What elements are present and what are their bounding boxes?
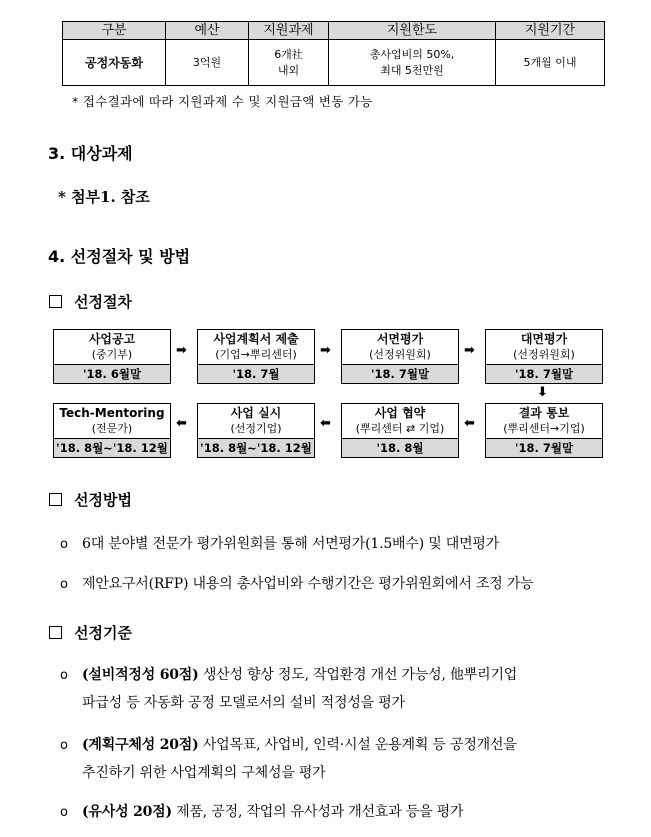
arrow-right-icon: ➡ — [464, 343, 475, 358]
arrow-right-icon: ➡ — [320, 343, 331, 358]
criteria-label: (설비적정성 60점) — [82, 667, 199, 683]
step-actor: (기업→뿌리센터) — [215, 348, 297, 361]
process-step — [53, 329, 171, 384]
method-item — [60, 573, 534, 593]
step-date: '18. 8월~'18. 12월 — [198, 438, 314, 457]
arrow-right-icon: ➡ — [176, 343, 187, 358]
step-date: '18. 7월말 — [486, 364, 602, 383]
process-step — [53, 403, 171, 458]
criteria-heading-label: 선정기준 — [74, 624, 132, 642]
process-step — [341, 329, 459, 384]
process-step — [197, 403, 315, 458]
section-4-title: 4. 선정절차 및 방법 — [48, 247, 191, 266]
procedure-heading-label: 선정절차 — [74, 293, 132, 311]
step-actor: (뿌리센터→기업) — [503, 422, 585, 435]
table-cell-budget: 3억원 — [166, 40, 249, 86]
step-title: 사업계획서 제출 — [213, 332, 299, 346]
process-step — [485, 403, 603, 458]
arrow-left-icon: ⬅ — [320, 416, 331, 431]
step-title: Tech-Mentoring — [59, 406, 165, 420]
method-item — [60, 533, 499, 553]
step-actor: (전문가) — [91, 422, 133, 435]
table-cell-period: 5개월 이내 — [496, 40, 605, 86]
tasks-line: 6개社 — [274, 47, 303, 61]
limit-line: 총사업비의 50%, — [369, 47, 455, 61]
criteria-item — [60, 664, 517, 684]
step-title: 결과 통보 — [518, 406, 570, 420]
table-header: 지원기간 — [496, 22, 605, 40]
checkbox-square-icon — [49, 493, 62, 506]
circle-bullet-icon: o — [60, 668, 68, 683]
arrow-left-icon: ⬅ — [176, 416, 187, 431]
criteria-item-continuation: 추진하기 위한 사업계획의 구체성을 평가 — [82, 765, 326, 781]
criteria-item — [60, 734, 517, 754]
criteria-text: 제품, 공정, 작업의 유사성과 개선효과 등을 평가 — [171, 804, 464, 820]
arrow-down-icon: ⬇ — [537, 385, 548, 400]
step-actor: (선정기업) — [230, 422, 282, 435]
circle-bullet-icon: o — [60, 537, 68, 552]
circle-bullet-icon: o — [60, 738, 68, 753]
step-title: 사업 협약 — [374, 406, 426, 420]
step-date: '18. 8월~'18. 12월 — [54, 438, 170, 457]
method-item-text: 6대 분야별 전문가 평가위원회를 통해 서면평가(1.5배수) 및 대면평가 — [82, 536, 500, 552]
tasks-line: 내외 — [277, 63, 300, 77]
method-heading — [49, 489, 132, 510]
step-actor: (뿌리센터 ⇄ 기업) — [355, 422, 445, 435]
table-header: 구분 — [63, 22, 166, 40]
step-actor: (중기부) — [91, 348, 133, 361]
step-title: 대면평가 — [520, 332, 568, 346]
step-date: '18. 7월말 — [486, 438, 602, 457]
support-table — [62, 21, 605, 86]
attachment-reference: * 첨부1. 참조 — [58, 188, 150, 206]
table-header-row — [63, 22, 605, 40]
process-step — [341, 403, 459, 458]
method-item-text: 제안요구서(RFP) 내용의 총사업비와 수행기간은 평가위원회에서 조정 가능 — [82, 576, 534, 592]
step-date: '18. 8월 — [342, 438, 458, 457]
criteria-label: (계획구체성 20점) — [82, 737, 199, 753]
section-3-title: 3. 대상과제 — [48, 144, 133, 163]
step-title: 서면평가 — [376, 332, 424, 346]
step-date: '18. 7월말 — [342, 364, 458, 383]
criteria-text: 생산성 향상 정도, 작업환경 개선 가능성, 他뿌리기업 — [198, 667, 518, 683]
criteria-item — [60, 801, 463, 821]
table-row — [63, 40, 605, 86]
step-actor: (선정위원회) — [513, 348, 575, 361]
procedure-heading — [49, 291, 132, 312]
step-title: 사업공고 — [88, 332, 136, 346]
circle-bullet-icon: o — [60, 577, 68, 592]
criteria-label: (유사성 20점) — [82, 804, 172, 820]
table-header: 지원한도 — [329, 22, 496, 40]
circle-bullet-icon: o — [60, 805, 68, 820]
table-cell-limit — [329, 40, 496, 86]
step-date: '18. 6월말 — [54, 364, 170, 383]
step-title: 사업 실시 — [230, 406, 282, 420]
arrow-left-icon: ⬅ — [464, 416, 475, 431]
criteria-heading — [49, 622, 132, 643]
criteria-text: 사업목표, 사업비, 인력·시설 운용계획 등 공정개선을 — [198, 737, 517, 753]
step-date: '18. 7월 — [198, 364, 314, 383]
table-header: 예산 — [166, 22, 249, 40]
criteria-item-continuation: 파급성 등 자동화 공정 모델로서의 설비 적정성을 평가 — [82, 695, 405, 711]
limit-line: 최대 5천만원 — [380, 63, 444, 77]
method-heading-label: 선정방법 — [74, 491, 132, 509]
checkbox-square-icon — [49, 295, 62, 308]
table-cell-category: 공정자동화 — [63, 40, 166, 86]
process-step — [485, 329, 603, 384]
table-note: * 접수결과에 따라 지원과제 수 및 지원금액 변동 가능 — [72, 94, 373, 109]
step-actor: (선정위원회) — [369, 348, 431, 361]
table-cell-tasks — [249, 40, 329, 86]
checkbox-square-icon — [49, 626, 62, 639]
table-header: 지원과제 — [249, 22, 329, 40]
process-step — [197, 329, 315, 384]
